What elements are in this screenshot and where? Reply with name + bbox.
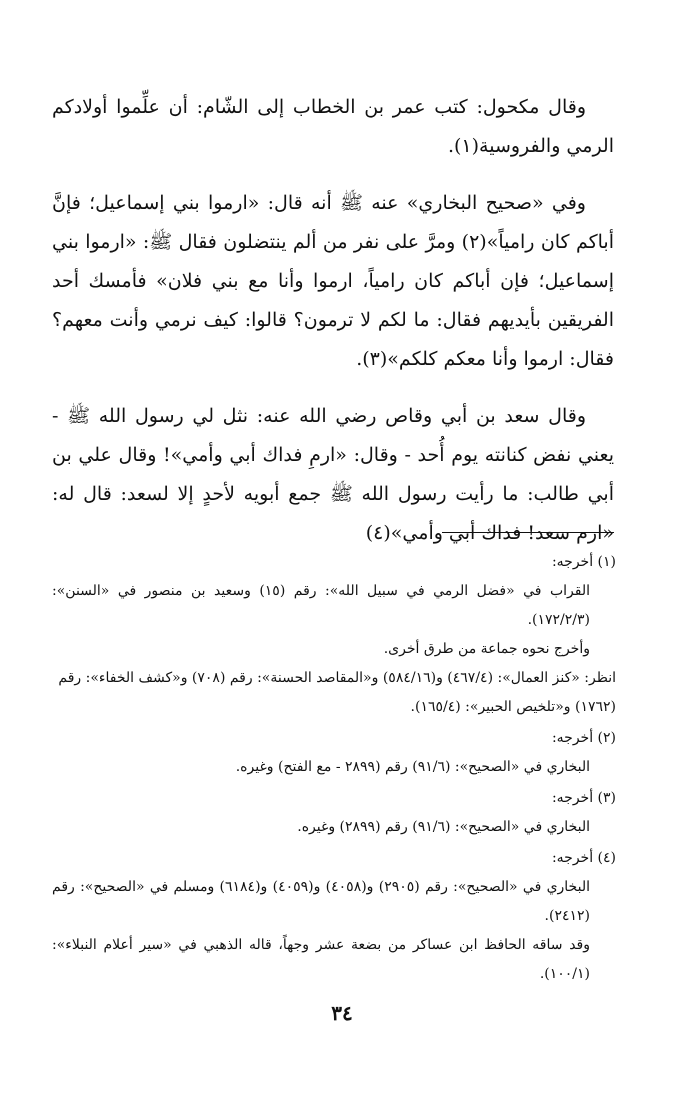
footnote-line: انظر: «كنز العمال»: (٤٦٧/٤) و(٥٨٤/١٦) و«المقاصد الحسنة»: رقم (٧٠٨) و«كشف الخفاء»: رقم (١٧٦٢) و«تلخيص الحبير»: (١٦٥/٤). (58, 670, 616, 715)
footnote-line: القراب في «فضل الرمي في سبيل الله»: رقم (١٥) وسعيد بن منصور في «السنن»: (١٧٢/٢/٣). (52, 583, 590, 628)
footnote-2 (52, 724, 616, 782)
paragraph-saad-bin-abi-waqqas: وقال سعد بن أبي وقاص رضي الله عنه: نثل لي رسول الله ﷺ - يعني نفض كنانته يوم أُحد - وقال: «ارمِ فداك أبي وأمي»! وقال علي بن أبي طالب: ما رأيت رسول الله ﷺ جمع أبويه لأحدٍ إلا لسعد: قال له: «ارم سعد! فداك أبي وأمي»(٤) (52, 405, 615, 544)
footnote-separator (442, 532, 614, 533)
footnote-line: البخاري في «الصحيح»: رقم (٢٩٠٥) و(٤٠٥٨) و(٤٠٥٩) و(٦١٨٤) ومسلم في «الصحيح»: رقم (٢٤١٢). (52, 879, 590, 924)
main-text (52, 88, 614, 571)
footnote-1 (52, 548, 616, 722)
footnote-marker: (٢) أخرجه: (551, 730, 616, 746)
footnote-3 (52, 784, 616, 842)
footnote-marker: (٤) أخرجه: (551, 850, 616, 866)
footnote-marker: (١) أخرجه: (551, 554, 616, 570)
footnote-line: وأخرج نحوه جماعة من طرق أخرى. (383, 641, 590, 657)
footnotes (52, 548, 616, 991)
footnote-line: البخاري في «الصحيح»: (٩١/٦) رقم (٢٨٩٩) وغيره. (297, 819, 590, 835)
footnote-marker: (٣) أخرجه: (551, 790, 616, 806)
paragraph-bukhari-archery: وفي «صحيح البخاري» عنه ﷺ أنه قال: «ارموا بني إسماعيل؛ فإنَّ أباكم كان رامياً»(٢) ومرَّ على نفر من ألم ينتضلون فقال ﷺ: «ارموا بني إسماعيل؛ فإن أباكم كان رامياً، ارموا وأنا مع بني فلان» فأمسك أحد الفريقين بأيديهم فقال: ما لكم لا ترمون؟ قالوا: كيف نرمي وأنت معهم؟ فقال: ارموا وأنا معكم كلكم»(٣). (52, 192, 614, 370)
footnote-line: البخاري في «الصحيح»: (٩١/٦) رقم (٢٨٩٩ - مع الفتح) وغيره. (235, 759, 590, 775)
paragraph-makhul: وقال مكحول: كتب عمر بن الخطاب إلى الشّام: أن علِّموا أولادكم الرمي والفروسية(١). (52, 96, 614, 157)
page-number: ٣٤ (331, 1001, 353, 1025)
footnote-4 (52, 844, 616, 989)
footnote-line: وقد ساقه الحافظ ابن عساكر من بضعة عشر وجهاً، قاله الذهبي في «سير أعلام النبلاء»: (١٠٠/١). (52, 937, 590, 982)
